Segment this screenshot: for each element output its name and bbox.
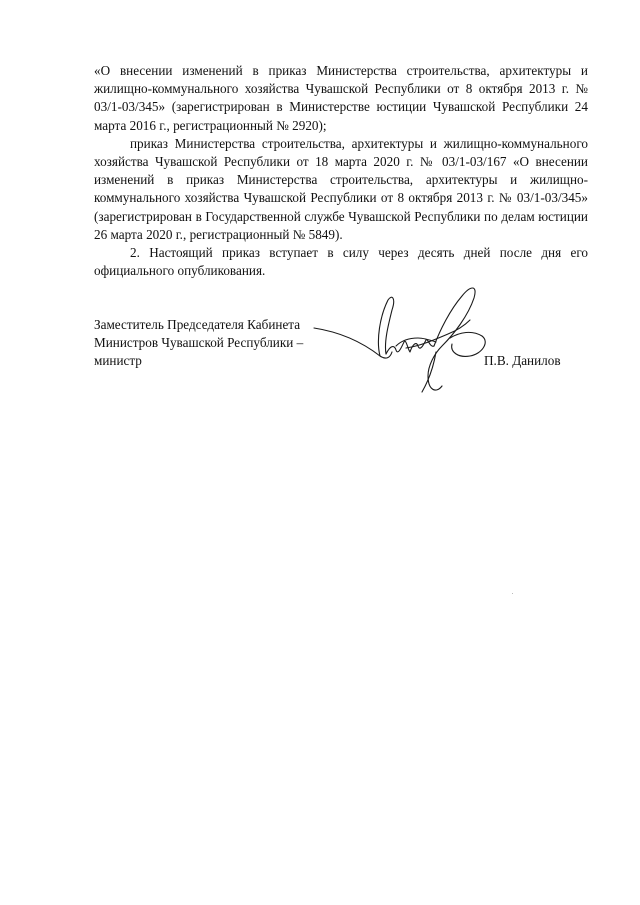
document-body (94, 62, 588, 280)
signatory-position (94, 316, 303, 371)
paragraph-effective-date: 2. Настоящий приказ вступает в силу через десять дней после дня его официального опубликования. (94, 245, 588, 279)
position-line-3: министр (94, 353, 142, 369)
paragraph-amendment-2016: «О внесении изменений в приказ Министерства строительства, архитектуры и жилищно-коммунального хозяйства Чувашской Республики от 8 октября 2013 г. № 03/1-03/345» (зарегистрирован в Министерстве юстиции Чувашской Республики 24 марта 2016 г., регистрационный № 2920); (94, 63, 588, 133)
position-line-1: Заместитель Председателя Кабинета (94, 317, 301, 332)
scan-speck (512, 593, 513, 594)
signer-name: П.В. Данилов (484, 353, 561, 368)
paragraph-amendment-2020: приказ Министерства строительства, архитектуры и жилищно-коммунального хозяйства Чувашской Республики от 18 марта 2020 г. № 03/1-03/167 «О внесении изменений в приказ Министерства строительства, архитектуры и жилищно-коммунального хозяйства Чувашской Республики от 8 октября 2013 г. № 03/1-03/345» (зарегистрирован в Государственной службе Чувашской Республики по делам юстиции 26 марта 2020 г., регистрационный № 5849). (94, 135, 588, 242)
position-line-2: Министров Чувашской Республики – (94, 335, 304, 351)
handwritten-signature (310, 280, 510, 400)
